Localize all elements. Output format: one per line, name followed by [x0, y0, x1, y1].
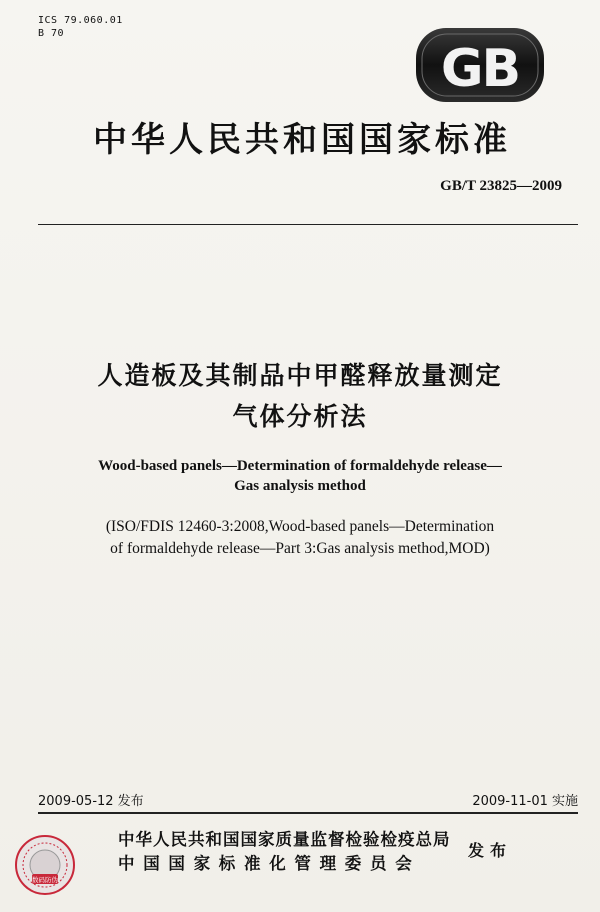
issuer-line-2: 中国国家标准化管理委员会: [118, 854, 421, 873]
bottom-divider: [38, 812, 578, 814]
iso-reference-line-1: (ISO/FDIS 12460-3:2008,Wood-based panels—Determination: [105, 518, 495, 535]
chinese-title-line-2: 气体分析法: [232, 402, 368, 431]
classification-codes: [38, 14, 123, 40]
issue-date: 2009-05-12 发布: [38, 794, 144, 809]
chinese-title-line-1: 人造板及其制品中甲醛释放量测定: [97, 361, 503, 390]
seal-text: 数码防伪: [32, 876, 58, 884]
gb-logo-text: GB: [440, 39, 520, 99]
implementation-date: 2009-11-01 实施: [472, 794, 578, 809]
top-divider: [38, 224, 578, 225]
ccs-code: B 70: [38, 28, 65, 39]
issuer-line-1: 中华人民共和国国家质量监督检验检疫总局: [118, 830, 451, 849]
standard-number: GB/T 23825—2009: [440, 178, 562, 194]
publish-label: 发布: [468, 841, 513, 860]
gb-logo: [414, 24, 546, 106]
english-title-line-2: Gas analysis method: [234, 478, 366, 494]
iso-reference-line-2: of formaldehyde release—Part 3:Gas analysis method,MOD): [110, 540, 490, 557]
ics-code: ICS 79.060.01: [38, 15, 123, 26]
anti-counterfeit-seal-icon: [14, 834, 76, 896]
english-title-line-1: Wood-based panels—Determination of formaldehyde release—: [98, 458, 502, 474]
standard-type-heading: 中华人民共和国国家标准: [93, 120, 511, 160]
